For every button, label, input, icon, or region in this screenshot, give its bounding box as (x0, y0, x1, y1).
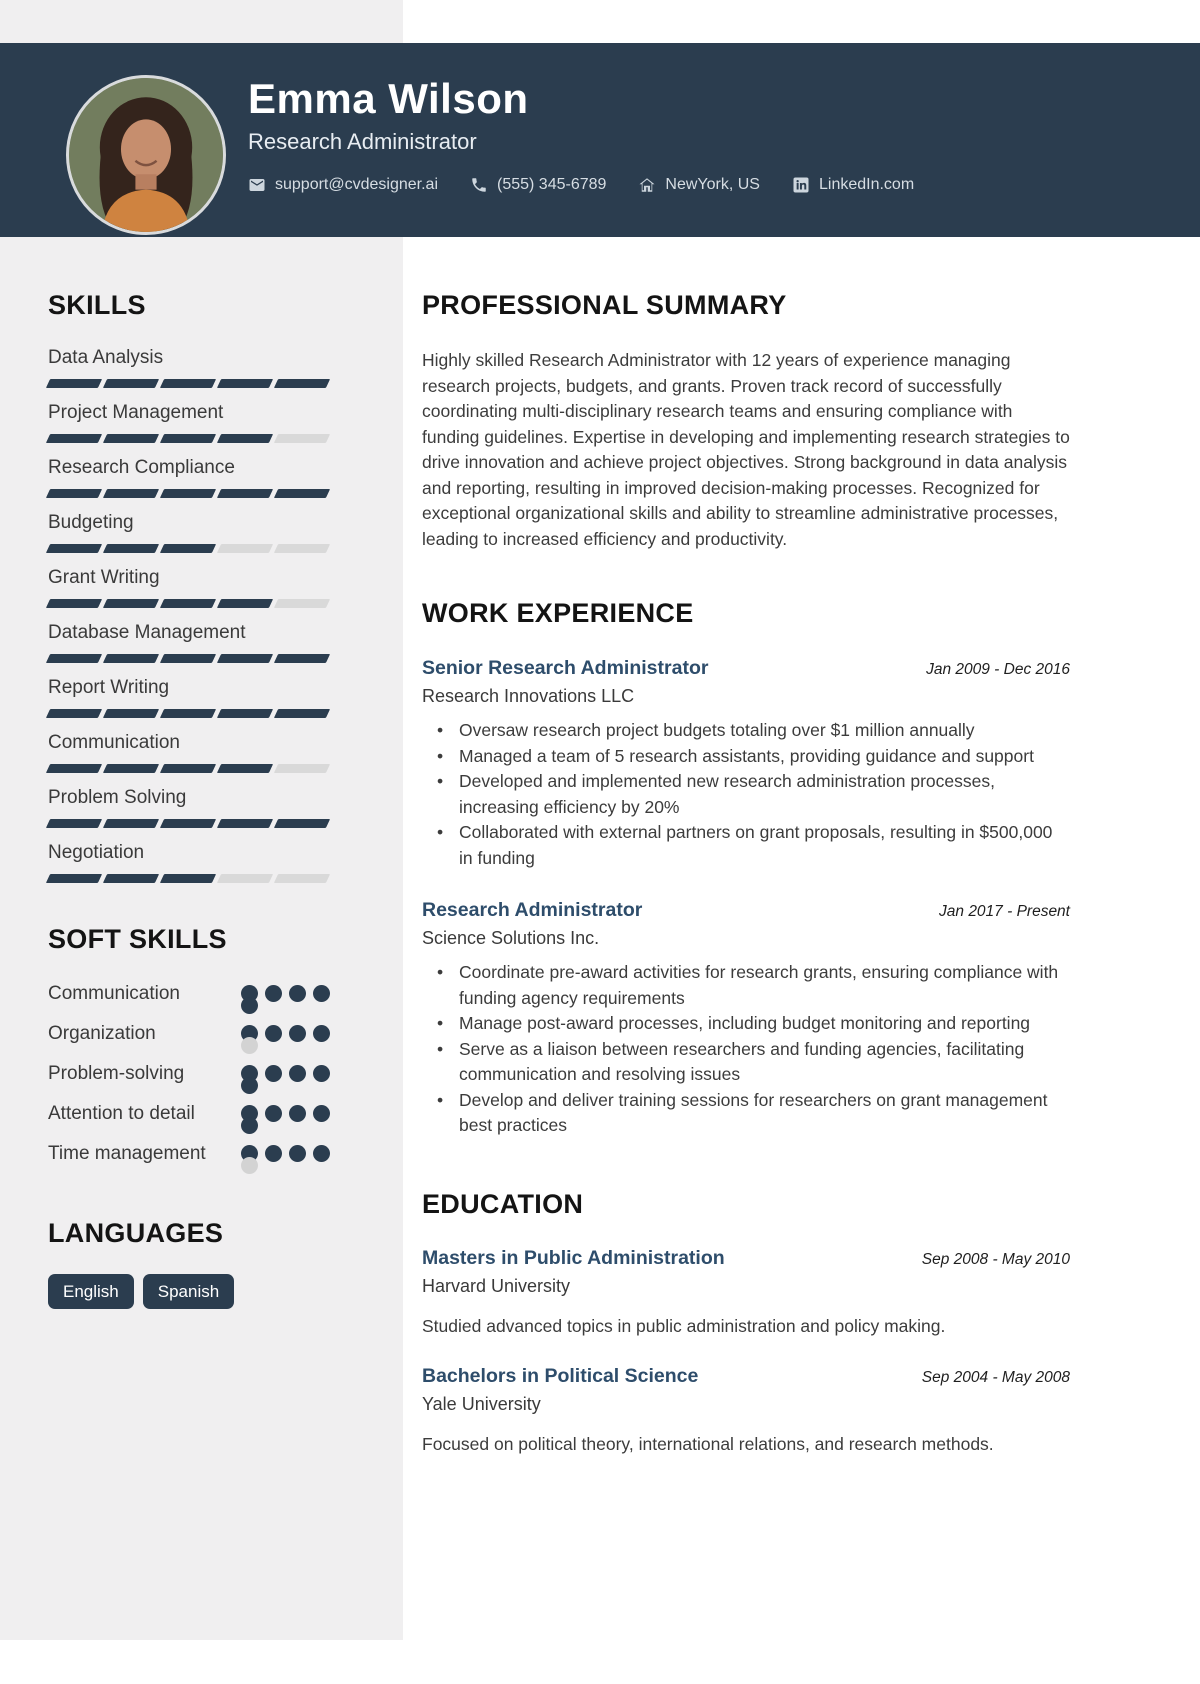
skill-item (48, 731, 333, 773)
skill-bar-segment (274, 544, 330, 553)
rating-dot (265, 1105, 282, 1122)
skill-bar-segment (217, 599, 273, 608)
email-icon (248, 176, 266, 194)
company-name: Science Solutions Inc. (422, 928, 600, 948)
skill-bar-segment (103, 544, 159, 553)
skill-bar-segment (103, 489, 159, 498)
contact-item[interactable] (792, 176, 914, 194)
skill-label: Problem Solving (48, 787, 187, 808)
skill-bar-segment (103, 709, 159, 718)
skill-bar-segment (274, 764, 330, 773)
job-bullet: • Coordinate pre-award activities for research grants, ensuring compliance with funding agency requirements (422, 960, 1070, 1011)
skill-label: Budgeting (48, 512, 134, 533)
contact-text: support@cvdesigner.ai (275, 176, 438, 193)
soft-skill-label: Time management (48, 1143, 206, 1164)
rating-dot (313, 1105, 330, 1122)
summary-section-title: PROFESSIONAL SUMMARY (422, 290, 787, 320)
skill-bar-segment (274, 819, 330, 828)
linkedin-icon (792, 176, 810, 194)
soft-skill-label: Communication (48, 983, 180, 1004)
education-entry (422, 1365, 1070, 1456)
sidebar (0, 237, 403, 1640)
job-bullet: • Managed a team of 5 research assistants, providing guidance and support (422, 744, 1070, 770)
skill-bar-segment (274, 599, 330, 608)
skill-bar-segment (160, 874, 216, 883)
soft-skill-dots (241, 1100, 333, 1134)
rating-dot (241, 1157, 258, 1174)
skill-item (48, 401, 333, 443)
rating-dot (241, 1037, 258, 1054)
skill-bar-segment (103, 874, 159, 883)
experience-entry-header (422, 899, 1070, 922)
skill-label: Report Writing (48, 677, 170, 698)
education-entry (422, 1247, 1070, 1338)
rating-dot (313, 1145, 330, 1162)
contact-item (470, 176, 606, 194)
skill-bar-segment (217, 654, 273, 663)
skill-bar-segment (160, 544, 216, 553)
degree-title: Bachelors in Political Science (422, 1364, 699, 1387)
profile-photo (66, 75, 226, 235)
skill-bar-segment (103, 819, 159, 828)
skill-label: Research Compliance (48, 457, 235, 478)
soft-skill-label: Organization (48, 1023, 156, 1044)
skill-bar-segment (274, 654, 330, 663)
skill-bar-segment (160, 764, 216, 773)
rating-dot (313, 985, 330, 1002)
skill-bar-segment (160, 654, 216, 663)
skill-bar-segment (46, 819, 102, 828)
skill-bar-segment (217, 764, 273, 773)
skill-bar-segment (46, 709, 102, 718)
soft-skill-row (48, 1100, 333, 1134)
skill-bar-segment (217, 489, 273, 498)
rating-dot (289, 1025, 306, 1042)
rating-dot (289, 1065, 306, 1082)
phone-icon (470, 176, 488, 194)
skill-level-bar (48, 599, 333, 608)
soft-skill-dots (241, 1020, 333, 1054)
rating-dot (265, 1065, 282, 1082)
soft-skills-section-title: SOFT SKILLS (48, 924, 227, 954)
experience-entry (422, 657, 1070, 871)
soft-skill-label: Attention to detail (48, 1103, 195, 1124)
resume-header (0, 43, 1200, 237)
job-title: Senior Research Administrator (422, 657, 709, 679)
languages-section-title: LANGUAGES (48, 1218, 224, 1248)
job-bullet: • Manage post-award processes, including budget monitoring and reporting (422, 1011, 1070, 1037)
skill-label: Communication (48, 732, 180, 753)
school-name: Yale University (422, 1393, 541, 1414)
job-bullet: • Collaborated with external partners on grant proposals, resulting in $500,000 in funding (422, 820, 1070, 871)
sidebar-top-strip (0, 0, 403, 43)
skill-bar-segment (46, 599, 102, 608)
home-icon (638, 176, 656, 194)
summary-text: Highly skilled Research Administrator with 12 years of experience managing research projects, budgets, and grants. Proven track record of successfully coordinating multi-disciplinary research teams and ensuring compliance with funding guidelines. Expertise in developing and implementing research strategies to drive innovation and achieve project objectives. Strong background in data analysis and reporting, resulting in improved decision-making processes. Recognized for exceptional organizational skills and ability to streamline administrative processes, leading to increased efficiency and productivity. (422, 350, 1070, 549)
rating-dot (241, 1117, 258, 1134)
education-entry-header (422, 1247, 1070, 1270)
language-pill: Spanish (143, 1274, 234, 1309)
skill-item (48, 456, 333, 498)
soft-skill-dots (241, 1060, 333, 1094)
skills-section-title: SKILLS (48, 290, 146, 320)
skill-level-bar (48, 874, 333, 883)
skill-label: Data Analysis (48, 347, 164, 368)
education-dates: Sep 2004 - May 2008 (921, 1368, 1070, 1386)
job-bullet: • Oversaw research project budgets totaling over $1 million annually (422, 718, 1070, 744)
rating-dot (313, 1065, 330, 1082)
skill-bar-segment (46, 874, 102, 883)
soft-skills-list (48, 980, 333, 1174)
person-name: Emma Wilson (248, 75, 529, 122)
skill-label: Database Management (48, 622, 246, 643)
experience-list (422, 657, 1070, 1139)
experience-section-title: WORK EXPERIENCE (422, 598, 694, 628)
skill-level-bar (48, 379, 333, 388)
skill-bar-segment (274, 379, 330, 388)
skill-item (48, 786, 333, 828)
soft-skill-row (48, 980, 333, 1014)
education-entry-header (422, 1365, 1070, 1388)
skill-level-bar (48, 709, 333, 718)
contact-text: NewYork, US (665, 176, 760, 193)
skill-level-bar (48, 654, 333, 663)
skill-bar-segment (160, 709, 216, 718)
skill-bar-segment (46, 379, 102, 388)
skill-bar-segment (103, 434, 159, 443)
rating-dot (265, 1145, 282, 1162)
person-job-title: Research Administrator (248, 129, 477, 154)
soft-skill-dots (241, 980, 333, 1014)
skill-level-bar (48, 764, 333, 773)
skill-item (48, 621, 333, 663)
rating-dot (289, 985, 306, 1002)
experience-entry (422, 899, 1070, 1139)
job-dates: Jan 2009 - Dec 2016 (926, 661, 1070, 678)
experience-entry-header (422, 657, 1070, 680)
skill-bar-segment (46, 654, 102, 663)
skill-label: Project Management (48, 402, 224, 423)
job-bullet: • Serve as a liaison between researchers and funding agencies, facilitating communication and resolving issues (422, 1037, 1070, 1088)
skill-bar-segment (274, 434, 330, 443)
main-column (422, 237, 1070, 1456)
skill-bar-segment (46, 489, 102, 498)
soft-skill-dots (241, 1140, 333, 1174)
soft-skill-row (48, 1060, 333, 1094)
skill-item (48, 566, 333, 608)
contact-text: LinkedIn.com (818, 176, 915, 193)
skill-item (48, 676, 333, 718)
skill-item (48, 841, 333, 883)
skill-bar-segment (160, 379, 216, 388)
education-description: Studied advanced topics in public administration and policy making. (422, 1315, 946, 1336)
soft-skill-label: Problem-solving (48, 1063, 185, 1084)
contact-text: (555) 345-6789 (497, 176, 607, 193)
skill-bar-segment (160, 819, 216, 828)
skill-bar-segment (217, 874, 273, 883)
skill-bar-segment (274, 709, 330, 718)
skill-bar-segment (46, 434, 102, 443)
rating-dot (265, 985, 282, 1002)
rating-dot (241, 1077, 258, 1094)
skill-bar-segment (103, 654, 159, 663)
languages-list (48, 1274, 333, 1309)
skill-bar-segment (217, 544, 273, 553)
job-dates: Jan 2017 - Present (939, 903, 1070, 920)
skill-bar-segment (274, 489, 330, 498)
skill-level-bar (48, 434, 333, 443)
soft-skill-row (48, 1140, 333, 1174)
skill-bar-segment (46, 764, 102, 773)
skill-label: Negotiation (48, 842, 145, 863)
header-text (248, 76, 914, 194)
rating-dot (241, 997, 258, 1014)
skill-bar-segment (160, 434, 216, 443)
skills-list (48, 346, 333, 883)
skill-bar-segment (103, 599, 159, 608)
education-dates: Sep 2008 - May 2010 (921, 1250, 1070, 1268)
skill-bar-segment (217, 709, 273, 718)
skill-level-bar (48, 544, 333, 553)
skill-bar-segment (274, 874, 330, 883)
contact-row (248, 176, 914, 194)
skill-bar-segment (217, 434, 273, 443)
job-bullet: • Develop and deliver training sessions for researchers on grant management best practices (422, 1088, 1070, 1139)
skill-item (48, 346, 333, 388)
skill-bar-segment (217, 819, 273, 828)
education-description: Focused on political theory, international relations, and research methods. (422, 1433, 994, 1454)
skill-label: Grant Writing (48, 567, 160, 588)
job-bullet-list (422, 718, 1070, 871)
rating-dot (289, 1105, 306, 1122)
degree-title: Masters in Public Administration (422, 1246, 725, 1269)
company-name: Research Innovations LLC (422, 686, 635, 706)
skill-level-bar (48, 489, 333, 498)
skill-level-bar (48, 819, 333, 828)
job-bullet: • Developed and implemented new research administration processes, increasing efficiency by 20% (422, 769, 1070, 820)
skill-bar-segment (103, 379, 159, 388)
skill-bar-segment (103, 764, 159, 773)
contact-item (638, 176, 760, 194)
skill-bar-segment (160, 599, 216, 608)
school-name: Harvard University (422, 1275, 571, 1296)
rating-dot (289, 1145, 306, 1162)
language-pill: English (48, 1274, 134, 1309)
skill-item (48, 511, 333, 553)
skill-bar-segment (160, 489, 216, 498)
avatar-illustration (69, 78, 223, 232)
job-title: Research Administrator (422, 899, 643, 921)
job-bullet-list (422, 960, 1070, 1139)
skill-bar-segment (217, 379, 273, 388)
education-list (422, 1247, 1070, 1456)
education-section-title: EDUCATION (422, 1188, 584, 1219)
skill-bar-segment (46, 544, 102, 553)
contact-item[interactable] (248, 176, 438, 194)
rating-dot (265, 1025, 282, 1042)
soft-skill-row (48, 1020, 333, 1054)
rating-dot (313, 1025, 330, 1042)
